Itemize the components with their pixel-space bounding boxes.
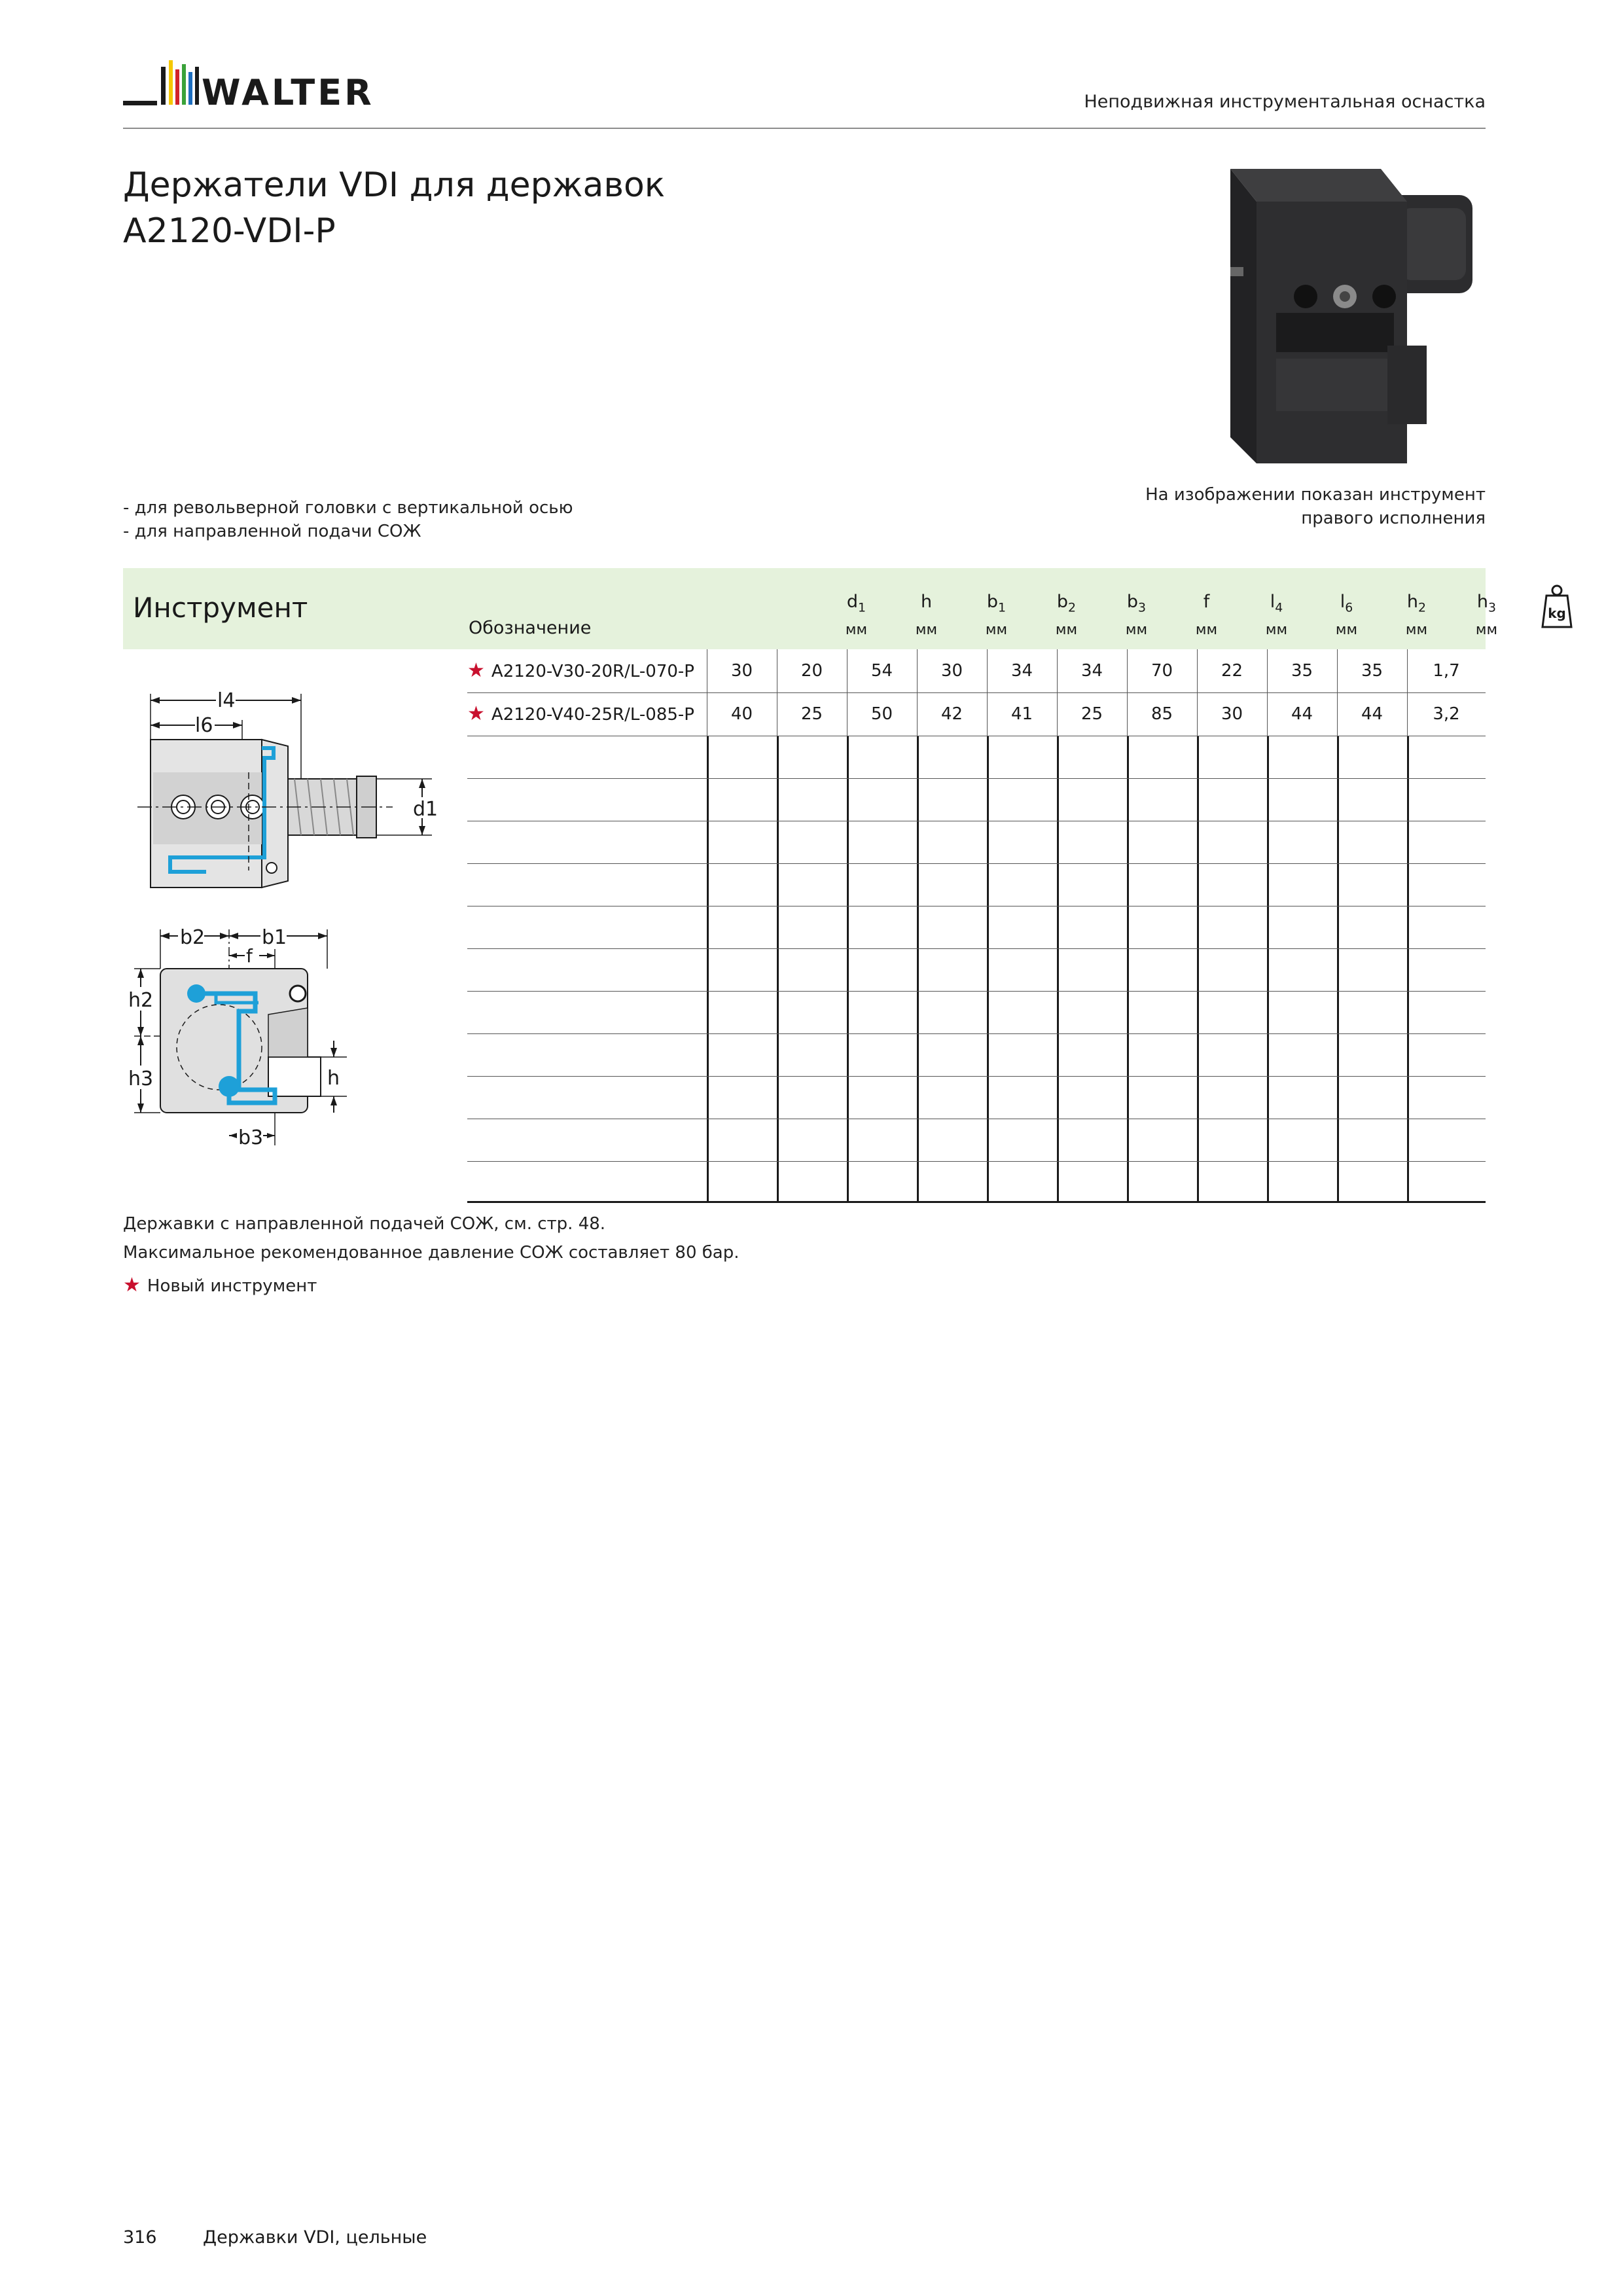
label-b1: b1 bbox=[262, 926, 287, 949]
label-l4: l4 bbox=[217, 689, 236, 712]
section-title: Неподвижная инструментальная оснастка bbox=[1084, 92, 1486, 112]
col-h-header: h мм bbox=[915, 592, 938, 638]
cell-d1: 30 bbox=[730, 661, 753, 681]
page-title-line2: A2120-VDI-P bbox=[123, 211, 336, 251]
feature-list bbox=[123, 496, 573, 543]
cell-h: 25 bbox=[800, 704, 823, 724]
logo-wordmark: WALTER bbox=[202, 72, 374, 113]
note-line: Державки с направленной подачей СОЖ, см. стр. 48. bbox=[123, 1214, 606, 1234]
svg-text:kg: kg bbox=[1548, 605, 1566, 621]
page-title bbox=[123, 162, 665, 254]
label-h3: h3 bbox=[128, 1067, 154, 1090]
feature-item: - для револьверной головки с вертикальной осью bbox=[123, 498, 573, 518]
designation: A2120-V30-20R/L-070-P bbox=[491, 662, 694, 681]
col-designation-header: Обозначение bbox=[469, 618, 592, 638]
image-caption bbox=[1145, 483, 1486, 530]
cell-b2: 42 bbox=[940, 704, 963, 724]
cell-b3: 34 bbox=[1010, 661, 1033, 681]
cell-f: 25 bbox=[1080, 704, 1103, 724]
header-divider bbox=[123, 128, 1486, 129]
new-star-icon: ★ bbox=[467, 702, 485, 725]
page-title-line1: Держатели VDI для державок bbox=[123, 166, 666, 205]
note-line: Максимальное рекомендованное давление СОЖ составляет 80 бар. bbox=[123, 1243, 740, 1263]
image-caption-line2: правого исполнения bbox=[1301, 509, 1486, 528]
cell-b1: 50 bbox=[870, 704, 893, 724]
notes bbox=[123, 1210, 739, 1267]
table-row bbox=[467, 661, 694, 681]
cell-b3: 41 bbox=[1010, 704, 1033, 724]
label-d1: d1 bbox=[413, 798, 438, 821]
cell-weight: 3,2 bbox=[1433, 704, 1460, 724]
label-l6: l6 bbox=[195, 714, 213, 737]
designation: A2120-V40-25R/L-085-P bbox=[491, 705, 694, 725]
cell-weight: 1,7 bbox=[1433, 661, 1460, 681]
legend bbox=[123, 1274, 317, 1297]
cell-l4: 70 bbox=[1150, 661, 1173, 681]
table-row bbox=[467, 704, 694, 725]
side-view-drawing bbox=[124, 674, 452, 897]
col-l4-header: $l_4$ мм bbox=[1265, 592, 1288, 638]
product-image bbox=[1191, 162, 1486, 476]
legend-label: Новый инструмент bbox=[147, 1276, 317, 1296]
cell-d1: 40 bbox=[730, 704, 753, 724]
label-h2: h2 bbox=[128, 989, 154, 1012]
col-b3-header: $b_3$ мм bbox=[1125, 592, 1148, 638]
feature-item: - для направленной подачи СОЖ bbox=[123, 522, 421, 541]
label-b2: b2 bbox=[180, 926, 205, 949]
table-header bbox=[123, 568, 1566, 649]
col-l6-header: $l_6$ мм bbox=[1335, 592, 1358, 638]
cell-h: 20 bbox=[800, 661, 823, 681]
cell-l6: 30 bbox=[1221, 704, 1243, 724]
data-table bbox=[467, 649, 1486, 1203]
new-star-icon: ★ bbox=[123, 1274, 141, 1297]
cell-f: 34 bbox=[1080, 661, 1103, 681]
label-f: f bbox=[246, 945, 253, 967]
new-star-icon: ★ bbox=[467, 659, 485, 682]
col-h3-header: $h_3$ мм bbox=[1475, 592, 1498, 638]
col-f-header: f мм bbox=[1195, 592, 1218, 638]
label-b3: b3 bbox=[238, 1126, 264, 1149]
cell-l4: 85 bbox=[1150, 704, 1173, 724]
col-weight-header bbox=[1522, 568, 1592, 649]
front-view-drawing bbox=[124, 916, 360, 1152]
cell-h2: 35 bbox=[1291, 661, 1313, 681]
cell-h2: 44 bbox=[1291, 704, 1313, 724]
col-h2-header: $h_2$ мм bbox=[1405, 592, 1428, 638]
cell-b1: 54 bbox=[870, 661, 893, 681]
page-number: 316 bbox=[123, 2227, 157, 2248]
walter-logo bbox=[123, 60, 398, 126]
cell-h3: 44 bbox=[1361, 704, 1383, 724]
table-section-label: Инструмент bbox=[133, 592, 308, 624]
label-h: h bbox=[327, 1067, 340, 1090]
cell-l6: 22 bbox=[1221, 661, 1243, 681]
col-b1-header: $b_1$ мм bbox=[985, 592, 1008, 638]
cell-b2: 30 bbox=[940, 661, 963, 681]
footer-title: Державки VDI, цельные bbox=[203, 2227, 427, 2248]
image-caption-line1: На изображении показан инструмент bbox=[1145, 485, 1486, 505]
cell-h3: 35 bbox=[1361, 661, 1383, 681]
weight-icon bbox=[1541, 584, 1573, 630]
col-b2-header: $b_2$ мм bbox=[1055, 592, 1078, 638]
col-d1-header: $d_1$ мм bbox=[845, 592, 868, 638]
